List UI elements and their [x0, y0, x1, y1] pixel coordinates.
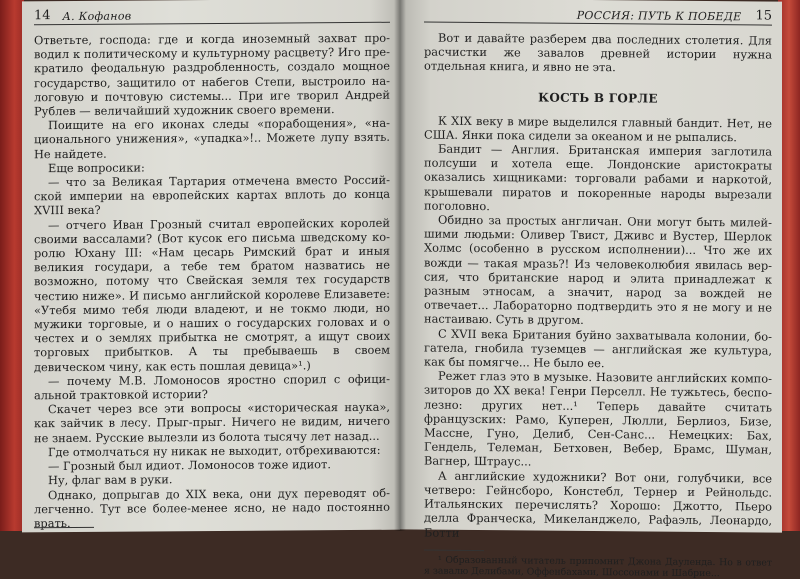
footnote: ¹ Образованный читатель припомнит Джона Дауленда. Но в ответ я завалю Делибами, Оффенбахами, Шоссонами и Шабрие... [424, 554, 772, 579]
chapter-heading: КОСТЬ В ГОРЛЕ [538, 90, 658, 106]
paragraph: Ответьте, господа: где и когда иноземный захват проводил к политическому и культурному расцвету? Иго прекратило феодальную раздробленность, создало мощное государство, защитило от набегов Степи, выстроило налоговую и почтовую системы... При иге творил Андрей Рублев — величайший художник своего времени. [34, 30, 390, 119]
paragraph: Поищите на его иконах следы «порабощения», «национального унижения», «упадка»!.. Можете лупу взять. Не найдете. [34, 115, 390, 161]
paragraph: Однако, допрыгав до XIX века, они дух переводят облегченно. Тут все более-менее ясно, не надо постоянно врать. [34, 485, 390, 531]
paragraph: К XIX веку в мире выделился главный бандит. Нет, не США. Янки пока сидели за океаном и не рыпались. [424, 113, 772, 145]
paragraph: А английские художники? Вот они, голубчики, все четверо: Гейнсборо, Констебл, Тернер и Рейнольдс. Итальянских перечислять? Хорошо: Джотто, Пьеро делла Франческа, Микеланджело, Рафаэль, Леонардо, Ботти [424, 468, 772, 540]
paragraph: Ну, флаг вам в руки. [48, 472, 173, 488]
left-page-number: 14 [34, 8, 51, 24]
right-page-number: 15 [755, 8, 772, 24]
paragraph: С XVII века Британия буйно захватывала колонии, богатела, гнобила туземцев — английская же культура, как бы помягче... Не было ее. [424, 326, 772, 371]
left-running-head: А. Кофанов [62, 9, 132, 24]
right-page-header [424, 1, 772, 26]
paragraph: Обидно за простых англичан. Они могут быть милейшими людьми: Оливер Твист, Дживс и Вустер, Шерлок Холмс (особенно в русском исполнении)... Что же их вожди — такая мразь?! Из человеколюбия явилась версия, что британские народ и элита принадлежат к разным этносам, а значит, народ за вождей не отвечает... Лабораторно подтвердить это я не могу и не настаиваю. Суть в другом. [424, 212, 772, 328]
footnote-rule [424, 549, 484, 551]
paragraph: Еще вопросики: [48, 160, 145, 175]
paragraph: Где отмолчаться ну никак не выходит, отбрехиваются: [48, 442, 381, 460]
paragraph: Режет глаз это в музыке. Назовите английских композиторов до XX века! Генри Перселл. Не тужьтесь, бесполезно: других нет...¹ Теперь давайте считать французских: Рамо, Куперен, Люлли, Берлиоз, Бизе, Массне, Гуно, Делиб, Сен-Санс... Немецких: Бах, Гендель, Телеман, Бетховен, Вебер, Брамс, Шуман, Вагнер, Штраус... [424, 368, 772, 469]
paragraph: — отчего Иван Грозный считал европейских королей своими вассалами? (Вот кусок его письма шведскому королю Юхану III: «Нам цесарь Римский брат и иныя великия государи, а тебе тем братом назватись не возможно, потому что Свейская земля тех государств честию ниже». И письмо английской королеве Елизавете: «Утебя мимо тебя люди владеют, и не токмо люди, но мужики торговые, и о наших о государских головах и о честех и о землях прибытка не смотрят, а ищут своих торговых прибытков. А ты пребываешь в своем девическом чину, как есть пошлая девица»¹.) [34, 215, 390, 374]
book-gutter [394, 0, 406, 531]
paragraph: Скачет через все эти вопросы «историческая наука», как зайчик в лесу. Прыг-прыг. Ничего не видим, ничего не знаем. Русские вылезли из болота тысячу лет назад... [34, 400, 390, 445]
paragraph: — что за Великая Тартария отмечена вместо Российской империи на европейских картах вплоть до конца XVIII века? [34, 172, 390, 218]
paragraph: — почему М.В. Ломоносов яростно спорил с официальной трактовкой истории? [34, 371, 390, 403]
right-running-head: РОССИЯ: ПУТЬ К ПОБЕДЕ [576, 8, 742, 24]
right-page [400, 0, 782, 579]
left-page-header [34, 1, 390, 25]
left-page-body [34, 31, 390, 531]
paragraph: — Грозный был идиот. Ломоносов тоже идиот. [48, 457, 331, 474]
left-page [22, 0, 400, 532]
paragraph: Вот и давайте разберем два последних столетия. Для расчистки же завалов древней истории нужна отдельная книга, и явно не эта. [424, 30, 772, 75]
book-cover-edge-left [0, 0, 24, 531]
paragraph: Бандит — Англия. Британская империя заглотила полсуши и хотела еще. Лондонские аристократы оказались хищниками: торговали рабами и наркотой, крышевали пиратов и покоренные народы вырезали поголовно. [424, 141, 772, 213]
right-page-body [424, 31, 772, 579]
